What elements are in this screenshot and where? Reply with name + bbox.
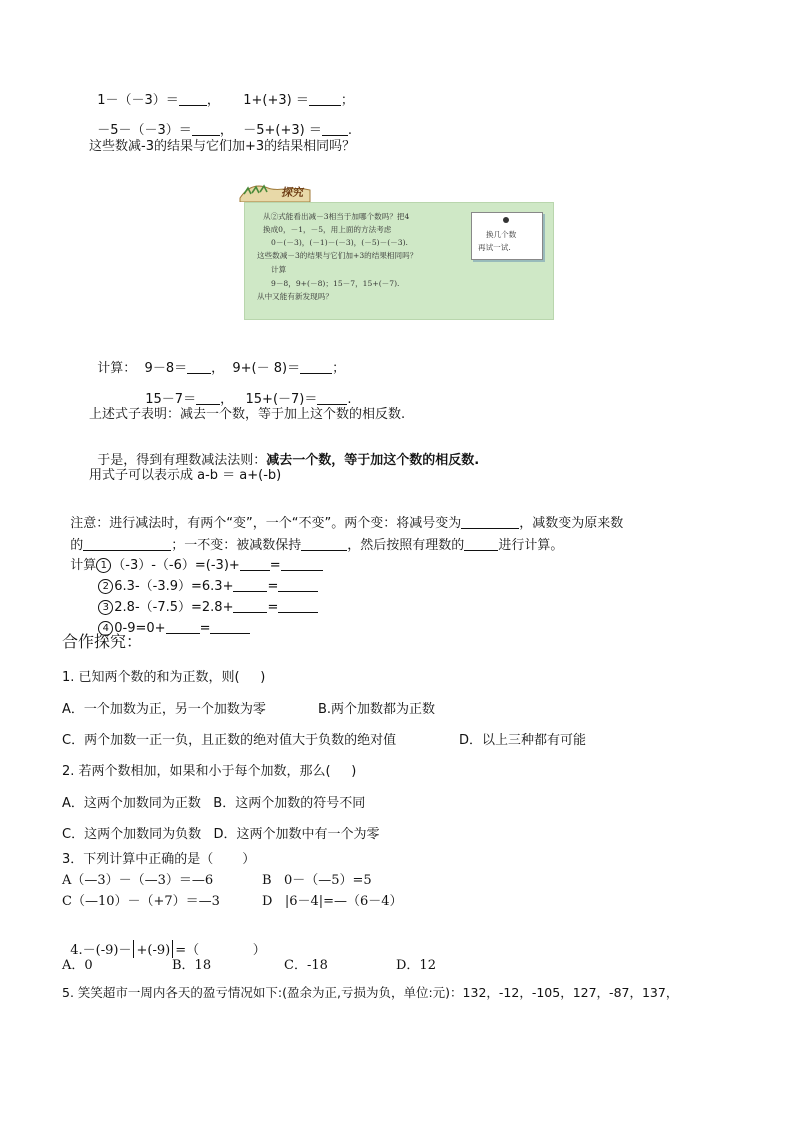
- abs-bar-right: [172, 940, 173, 958]
- circled-number: 4: [98, 621, 113, 636]
- subtraction-law-bold: 减去一个数，等于加这个数的相反数.: [266, 453, 480, 468]
- q3-option-c: C（—10）－（+7）＝—3: [62, 894, 220, 909]
- circled-number: 2: [98, 579, 113, 594]
- q4-option-c: C．-18: [284, 958, 328, 973]
- calc-item-3: 3 2.8-（-7.5）=2.8+ =: [90, 584, 318, 616]
- question-2: 2. 若两个数相加，如果和小于每个加数，那么( ): [62, 764, 357, 779]
- expr-1a: 1－（－3）＝: [97, 93, 179, 108]
- circled-number: 3: [98, 600, 113, 615]
- q1-option-d: D．以上三种都有可能: [459, 733, 587, 748]
- exercise-row-2b: －5+(+3) ＝ .: [243, 123, 353, 138]
- q2-options-ab: A．这两个加数同为正数 B．这两个加数的符号不同: [62, 796, 366, 811]
- compute-row-1: 计算： 9－8＝ ， 9+(－ 8)＝ ；: [97, 361, 346, 376]
- q1-option-c: C．两个加数一正一负，且正数的绝对值大于负数的绝对值: [62, 733, 397, 748]
- calc-item-2: 2 6.3-（-3.9）=6.3+ =: [90, 563, 318, 595]
- intro-question: 这些数减-3的结果与它们加+3的结果相同吗？: [89, 139, 356, 154]
- compute-row-2: 15－7＝ ， 15+(－7)＝ .: [145, 392, 352, 407]
- explore-line: 计算: [271, 265, 287, 274]
- q2-options-cd: C．这两个加数同为负数 D．这两个加数中有一个为零: [62, 827, 380, 842]
- section-heading: 合作探究：: [62, 632, 143, 651]
- blank: [322, 123, 348, 136]
- explore-sticky-note: 换几个数 再试一试.: [471, 212, 543, 260]
- exercise-row-1b: 1+(+3) ＝ ；: [243, 93, 354, 108]
- q4-option-a: A．0: [62, 958, 93, 973]
- blank: [300, 361, 332, 374]
- blank: [309, 93, 341, 106]
- question-1: 1. 已知两个数的和为正数，则( ): [62, 670, 266, 685]
- exercise-row-1: 1－（－3）＝ ，: [97, 93, 220, 108]
- notice-line-1: 注意：进行减法时，有两个“变”，一个“不变”。两个变：将减号变为 ，减数变为原来数: [70, 516, 624, 531]
- explore-line: 0－(－3)，(－1)－(－3)，(－5)－(－3).: [271, 238, 408, 247]
- blank: [192, 123, 220, 136]
- explore-line: 这些数减－3的结果与它们加+3的结果相同吗？: [257, 251, 418, 260]
- exercise-row-2: －5－（－3）＝ ，: [97, 123, 233, 138]
- blank: [464, 538, 498, 551]
- blank: [210, 621, 250, 634]
- blank: [278, 600, 318, 613]
- explore-line: 换成0，－1，－5，用上面的方法考虑: [263, 225, 392, 234]
- q3-option-d: D |6－4|=—（6－4）: [262, 894, 403, 909]
- question-3: 3．下列计算中正确的是（ ）: [62, 852, 256, 867]
- q4-option-b: B．18: [172, 958, 212, 973]
- explore-line: 从中又能有新发现吗？: [257, 292, 333, 301]
- expr-2b: －5+(+3) ＝: [243, 123, 322, 138]
- subtraction-law: 于是，得到有理数减法法则：减去一个数，等于加这个数的相反数.: [97, 453, 480, 468]
- pin-icon: [503, 217, 509, 223]
- explore-line: 9－8，9+(－8)；15－7，15+(－7).: [271, 279, 400, 288]
- blank: [196, 392, 220, 405]
- expr-2a: －5－（－3）＝: [97, 123, 192, 138]
- question-4: 4.－(-9)－ +(-9) =（ ）: [62, 924, 266, 959]
- abs-bar-left: [133, 940, 134, 958]
- explore-figure: [238, 176, 552, 318]
- rule-statement: 上述式子表明：减去一个数，等于加上这个数的相反数.: [89, 407, 406, 422]
- q4-option-d: D．12: [396, 958, 436, 973]
- calc-item-1: 计算 1 （-3）-（-6）=(-3)+ =: [62, 542, 323, 574]
- q3-option-b: B 0－（—5）=5: [262, 873, 372, 888]
- calc-item-4: 4 0-9=0+ =: [90, 605, 250, 637]
- blank: [187, 361, 211, 374]
- rule-formula: 用式子可以表示成 a-b ＝ a+(-b): [89, 468, 282, 483]
- q1-option-a: A．一个加数为正，另一个加数为零: [62, 702, 266, 717]
- circled-number: 1: [96, 558, 111, 573]
- explore-tag-label: 探究: [280, 186, 306, 199]
- blank: [179, 93, 207, 106]
- blank: [166, 621, 200, 634]
- expr-1b: 1+(+3) ＝: [243, 93, 309, 108]
- blank: [317, 392, 347, 405]
- q3-option-a: A（—3）－（—3）＝—6: [62, 873, 214, 888]
- notice-line-2: 的 ；一不变：被减数保持 ，然后按照有理数的 进行计算。: [70, 538, 564, 553]
- explore-line: 从②式能看出减－3相当于加哪个数吗？把4: [263, 212, 410, 221]
- q1-option-b: B.两个加数都为正数: [318, 702, 436, 717]
- question-5: 5. 笑笑超市一周内各天的盈亏情况如下:(盈余为正,亏损为负，单位:元)：132，-12，-105，127，-87，137，: [62, 985, 679, 1000]
